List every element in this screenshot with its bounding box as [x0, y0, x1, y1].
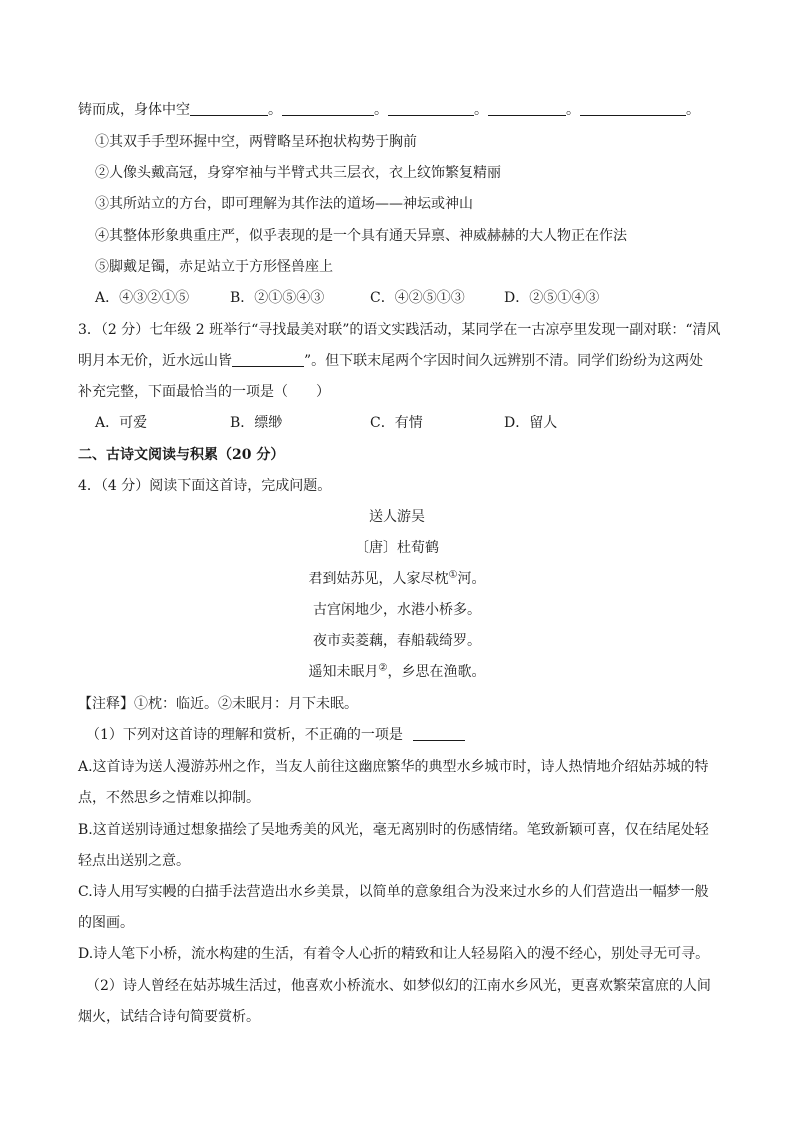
- q4-answer-blank[interactable]: [413, 726, 465, 741]
- q4-option-a-line-1[interactable]: A.这首诗为送人漫游苏州之作，当友人前往这幽庶繁华的典型水乡城市时，诗人热情地介绍姑苏城的特: [78, 759, 709, 775]
- q3-option-b[interactable]: B．缥缈: [230, 415, 283, 431]
- q3-option-d[interactable]: D．留人: [504, 415, 558, 431]
- answer-blank-3[interactable]: [388, 101, 474, 116]
- q3-line-1: 3．（2 分）七年级 2 班举行“寻找最美对联”的语文实践活动，某同学在一古凉亭里发现一副对联：“清风: [78, 322, 721, 338]
- poem-author: 〔唐〕杜荀鹤: [355, 540, 439, 556]
- q2-item-4: ④其整体形象典重庄严，似乎表现的是一个具有通天异禀、神威赫赫的大人物正在作法: [95, 228, 627, 244]
- poem-line-3: 夜市卖菱藕，春船载绮罗。: [313, 633, 481, 649]
- q2-option-a[interactable]: A．④③②①⑤: [95, 290, 190, 306]
- poem-title: 送人游吴: [369, 509, 425, 525]
- q4-subquestion-1: （1）下列对这首诗的理解和赏析，不正确的一项是: [86, 725, 465, 745]
- footnote-mark-1: ①: [448, 569, 458, 581]
- footnote-mark-2: ②: [378, 662, 388, 674]
- q2-first-line: 铸而成，身体中空 。 。 。 。 。: [78, 102, 700, 118]
- q2-options: [95, 288, 599, 308]
- poem-line-1: 君到姑苏见，人家尽枕①河。: [308, 569, 486, 587]
- q4-option-d-line-1[interactable]: D.诗人笔下小桥，流水构建的生活，有着令人心折的精致和让人轻易陷入的漫不经心，别处寻无可寻。: [78, 946, 710, 962]
- answer-blank-2[interactable]: [282, 101, 374, 116]
- q3-answer-blank[interactable]: [232, 352, 304, 367]
- q4-option-c-line-1[interactable]: C.诗人用写实幔的白描手法营造出水乡美景，以简单的意象组合为没来过水乡的人们营造出一幅梦一般: [78, 884, 709, 900]
- q2-option-b[interactable]: B．②①⑤④③: [230, 290, 325, 306]
- q2-item-2: ②人像头戴高冠，身穿窄袖与半臂式共三层衣，衣上纹饰繁复精丽: [95, 165, 501, 181]
- q3-option-c[interactable]: C．有情: [370, 415, 423, 431]
- poem-annotation: 【注释】①枕：临近。②未眠月：月下未眠。: [78, 696, 358, 712]
- q2-option-c[interactable]: C．④②⑤①③: [370, 290, 465, 306]
- q2-item-3: ③其所站立的方台，即可理解为其作法的道场——神坛或神山: [95, 196, 473, 212]
- q2-item-5: ⑤脚戴足镯，赤足站立于方形怪兽座上: [95, 259, 333, 275]
- q3-options: [95, 413, 557, 433]
- q4-option-a-line-2[interactable]: 点，不然思乡之情难以抑制。: [78, 790, 260, 806]
- answer-blank-1[interactable]: [190, 101, 268, 116]
- q2-option-d[interactable]: D．②⑤①④③: [504, 290, 600, 306]
- poem-line-2: 古宫闲地少，水港小桥多。: [313, 602, 481, 618]
- section-heading: 二、古诗文阅读与积累（20 分）: [78, 447, 285, 463]
- answer-blank-5[interactable]: [580, 101, 686, 116]
- q4-subquestion-2-line-2: 烟火，试结合诗句简要赏析。: [78, 1009, 260, 1025]
- poem-line-4: 遥知未眠月②，乡思在渔歌。: [308, 662, 486, 680]
- q4-intro: 4．（4 分）阅读下面这首诗，完成问题。: [78, 478, 332, 494]
- q4-option-b-line-2[interactable]: 轻点出送别之意。: [78, 853, 190, 869]
- q2-item-1: ①其双手手型环握中空，两臂略呈环抱状构势于胸前: [95, 134, 417, 150]
- q4-option-c-line-2[interactable]: 的图画。: [78, 915, 134, 931]
- answer-blank-4[interactable]: [488, 101, 566, 116]
- q3-option-a[interactable]: A．可爱: [95, 415, 148, 431]
- q4-option-b-line-1[interactable]: B.这首送别诗通过想象描绘了吴地秀美的风光，毫无离别时的伤感情绪。笔致新颖可喜，仅在结尾处轻: [78, 822, 709, 838]
- q3-line-3: 补充完整，下面最恰当的一项是（ ）: [78, 384, 330, 400]
- q3-line-2: 明月本无价，近水远山皆 ”。但下联末尾两个字因时间久远辨别不清。同学们纷纷为这两处: [78, 353, 704, 369]
- q4-subquestion-2-line-1: （2）诗人曾经在姑苏城生活过，他喜欢小桥流水、如梦似幻的江南水乡风光，更喜欢繁荣富庶的人间: [86, 978, 711, 994]
